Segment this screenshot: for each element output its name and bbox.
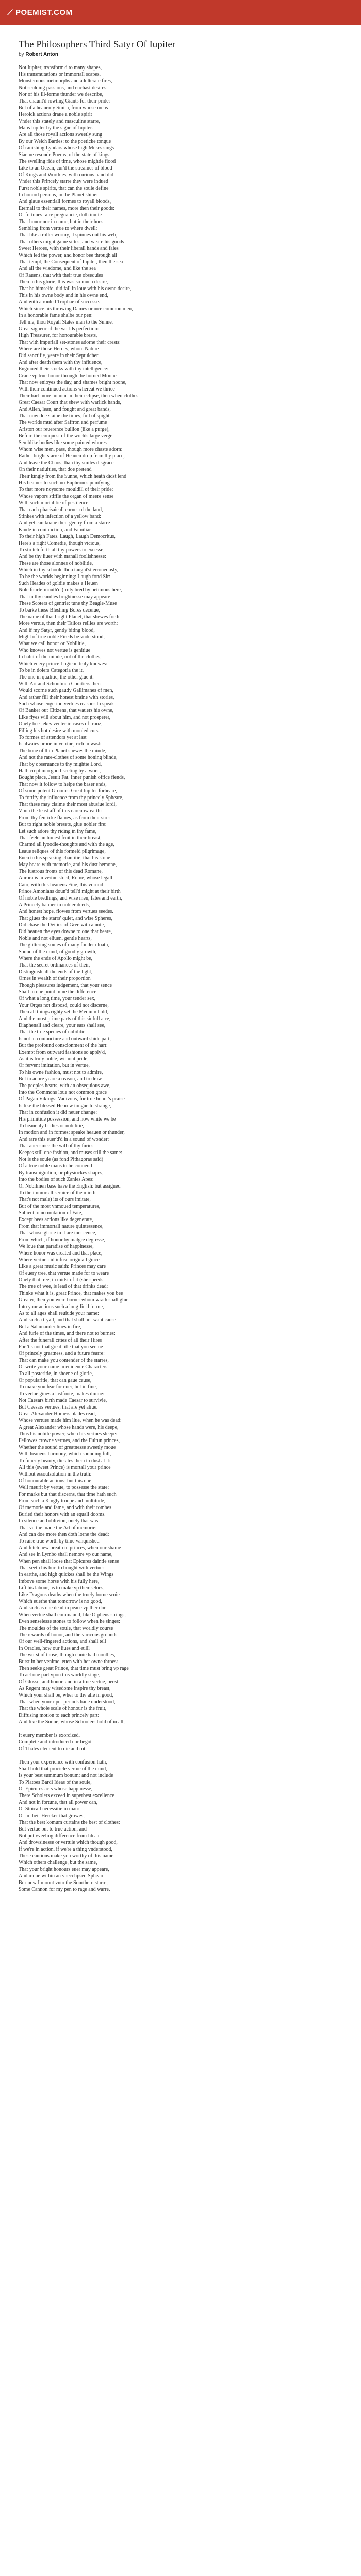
poem-line: But Caesars vertues, that are yet aliue. bbox=[19, 1404, 98, 1410]
poem-line: Or Epicures acts whose happinesse, bbox=[19, 1786, 93, 1792]
poem-line: To that more noysome mouldill of their pride: bbox=[19, 487, 113, 493]
poem-line: Eternall to their names, more then their goods: bbox=[19, 206, 115, 211]
poem-line: And after death them with thy influence, bbox=[19, 360, 103, 365]
poem-line: And be thy liuer with manall foolishnesse: bbox=[19, 554, 106, 560]
poem-line: If we're in action, if we're a thing vnderstood, bbox=[19, 1846, 112, 1852]
poem-line: Where vertue did infuse originall grace bbox=[19, 1257, 100, 1263]
poem-line: When pen shall loose that Epicures daintie sense bbox=[19, 1558, 119, 1564]
poem-line: These Scoters of gentrie: tune thy Beagle-Muse bbox=[19, 601, 117, 606]
poem-line: And not the rare-clothes of some honing blinde, bbox=[19, 755, 118, 760]
poem-line: But the profound conscionment of the hart: bbox=[19, 1043, 108, 1048]
poem-line: Of Rauens, that with their true obsequies bbox=[19, 273, 103, 278]
poem-line: But of a heauenly Smith, from whose mens bbox=[19, 105, 108, 111]
site-name: POEMIST.COM bbox=[15, 8, 73, 17]
poem-line: That in confusion it did neuer change: bbox=[19, 1110, 97, 1115]
poem-line: Great signeor of the worlds perfection: bbox=[19, 326, 99, 332]
poem-line: Of what a long time, your tender sex, bbox=[19, 996, 96, 1002]
poem-line: And drowsinesse or vertuie which though good, bbox=[19, 1840, 118, 1845]
poem-line: His beames to such no Euphrones punifying bbox=[19, 480, 110, 486]
poem-line: To Platoes Bardi Ideas of the soule, bbox=[19, 1780, 92, 1785]
poem-line: Buried their honors with an equall dooms. bbox=[19, 1512, 106, 1517]
poem-line: It euery member is exorcized, bbox=[19, 1733, 80, 1738]
poem-line: And such a tryall, and that shall not want cause bbox=[19, 1317, 116, 1323]
poem-line: The one in qualitie, the other glue it. bbox=[19, 674, 94, 680]
poem-line: Shall in one point mine the difference bbox=[19, 989, 96, 995]
poem-line: Of Kings and Worthies, with curious hand did bbox=[19, 172, 113, 178]
poem-line: That when your riper periods haue understood, bbox=[19, 1699, 116, 1705]
poem-line: With such mortalitie of pestilence, bbox=[19, 500, 90, 506]
poem-line: Heroick actions draue a noble spirit bbox=[19, 112, 92, 117]
poem-line: Where honor was created and that place, bbox=[19, 1250, 103, 1256]
poem-line: But to right noble bresets, glue nobler fire: bbox=[19, 822, 107, 827]
poem-line: In habit of the minde, not of the clothes, bbox=[19, 654, 102, 660]
poem-line: To be in doiers Categoria the it, bbox=[19, 668, 84, 673]
poem-line: Leaue reliques of this formeld pilgrimage, bbox=[19, 849, 106, 854]
poem-line: That chaunt'd rowting Giants for their pride: bbox=[19, 98, 110, 104]
poem-line: Then your experience with confusion hath, bbox=[19, 1759, 107, 1765]
poem-line: From such a Kingly troope and multitude, bbox=[19, 1498, 106, 1504]
poem-line: Whose vertues made him liue, when he was dead: bbox=[19, 1418, 122, 1423]
poem-line: Such whose engeriod vertues reasons to speak bbox=[19, 701, 114, 707]
poem-line: Without essoulsolution in the truth: bbox=[19, 1471, 92, 1477]
poem-line: Which others challenge, but the same, bbox=[19, 1860, 97, 1866]
poem-line: Hath crept into good-seeting by a word, bbox=[19, 768, 101, 774]
poem-line: Not is the soule (as fond Pithagoras said) bbox=[19, 1157, 104, 1162]
poem-line: Even senselesse stones to follow when he singes: bbox=[19, 1619, 120, 1624]
poem-line: That honor nor in name, but in their hues bbox=[19, 219, 104, 225]
poem-line: Vnder this stately and masculine starre, bbox=[19, 118, 100, 124]
poem-line: Of Banker out Citizens, that wauers his owne, bbox=[19, 708, 114, 714]
poem-line: Diaphenall and cleare, your ears shall see, bbox=[19, 1023, 106, 1028]
stanza bbox=[19, 1732, 342, 1752]
poem-line: Into the Commons loue not common grace bbox=[19, 1090, 107, 1095]
poem-line: But vertue put to true action, and bbox=[19, 1826, 87, 1832]
poem-line: To raise true worth by time vanquished bbox=[19, 1538, 100, 1544]
poem-line: Or write your name in euidence Characters bbox=[19, 1364, 108, 1370]
poem-line: Engraued their stocks with thy intelligence: bbox=[19, 366, 109, 372]
quill-icon bbox=[6, 9, 13, 16]
poem-line: The glittering soules of many fonder cloath, bbox=[19, 942, 109, 948]
poem-line: Aurora is in vertue stord, Rome, whose legall bbox=[19, 875, 112, 881]
poem-line: Well meurit by vertue, to possesse the state: bbox=[19, 1485, 109, 1490]
poem-line: Or fervent imitation, but in vertue, bbox=[19, 1063, 90, 1069]
poem-line: Prince Amonians doun'd tell'd might at their birth bbox=[19, 889, 121, 894]
poem-line: Did heauen the eyes downe to one that beare, bbox=[19, 929, 112, 935]
poem-line: That by obseruance to thy mightie Lord, bbox=[19, 761, 102, 767]
poem-line: The swelling ride of time, whose mightie flood bbox=[19, 159, 116, 164]
poem-line: Monsteruous metmorphs and adulterate fires, bbox=[19, 78, 112, 84]
poem-line: And rather fill their honest braine with stories, bbox=[19, 694, 114, 700]
poem-line: In a honorable fame shalbe our pen: bbox=[19, 313, 93, 318]
poem-line: Ariston our reuerence bullion (like a purge), bbox=[19, 427, 110, 432]
poem-line: As to all ages shall reuiude your name: bbox=[19, 1311, 99, 1316]
poem-line: Like Dragons deaths when the truely borne scuie bbox=[19, 1592, 120, 1598]
poem-line: To their high Fates. Laugh, Laugh Democritus, bbox=[19, 534, 116, 539]
byline bbox=[19, 52, 342, 57]
poem-line: Mans Iupiter by the signe of Iupiter. bbox=[19, 125, 93, 131]
poem-line: To be the worlds beginning: Laugh fond Sir: bbox=[19, 574, 110, 580]
poem-line: In honord persons, in the Planet shine: bbox=[19, 192, 98, 198]
poem-line: Of Thales element to die and rot: bbox=[19, 1746, 87, 1752]
poem-line: And all the wisdome, and like the sea bbox=[19, 266, 96, 272]
poem-line: That now enioyes the day, and shames bright noone, bbox=[19, 380, 127, 385]
site-logo[interactable] bbox=[6, 8, 73, 17]
poem-line: But of the most vnmoued temperatures, bbox=[19, 1204, 101, 1209]
poem-line: And yet can knaue their gentry from a starre bbox=[19, 520, 110, 526]
poem-line: That the secret ordinances of their, bbox=[19, 962, 90, 968]
poem-line: Which since his throwing Dames orance common men, bbox=[19, 306, 133, 312]
poem-line: Stinkes with infection of a yellow band: bbox=[19, 514, 101, 519]
poem-line: Or fortunes raire pregnancie, doth inuite bbox=[19, 212, 102, 218]
poem-line: That he himselfe, did fall in loue with his owne desire, bbox=[19, 286, 132, 292]
poem-line: Great Caesar Court that shew with warlick hands, bbox=[19, 400, 121, 405]
poem-line: To act one part vpon this worldly stage, bbox=[19, 1672, 101, 1678]
poem-line: And not in fortune, that all power can, bbox=[19, 1800, 98, 1805]
poem-line: Did chase the Deities of Gree with a note, bbox=[19, 922, 105, 928]
poem-line: For marks but that discerns, that time hath such bbox=[19, 1492, 117, 1497]
poem-line: That with imperiall set-stones adorne their crests: bbox=[19, 340, 121, 345]
poem-line: And glaue essentiall formes to royall bloods, bbox=[19, 199, 111, 205]
poem-line: Of Glosse, and honor, and in a true vertue, beest bbox=[19, 1679, 118, 1685]
poem-line: To fortify thy influence from thy princely Spheare, bbox=[19, 795, 124, 801]
poem-line: The tree of wee, is lead of that drinks dead: bbox=[19, 1284, 108, 1290]
poem-line: Would scorne such gaudy Gallimanes of men, bbox=[19, 688, 113, 693]
poem-line: More vertue, then their Tailors rellles are worth: bbox=[19, 621, 118, 626]
poem-line: Is your best summum bonum: and not include bbox=[19, 1773, 113, 1778]
poem-line: As it is truly noble, without pride, bbox=[19, 1056, 89, 1062]
poem-line: To make you fear for euer, but in fine, bbox=[19, 1384, 97, 1390]
poem-line: Which led the power, and honor bee through all bbox=[19, 252, 117, 258]
poem-line: Or popularitie, that can gaue cause, bbox=[19, 1378, 92, 1383]
poem-content bbox=[0, 25, 361, 1893]
poem-line: Their kingly from the Sunne, which heath didst lend bbox=[19, 473, 127, 479]
poem-line: That seeth his hurt to bought with vertue: bbox=[19, 1565, 104, 1571]
poem-line: That others might gaine sittes, and weare his goods bbox=[19, 239, 124, 245]
poem-line: And can doe more then doth lorne the dead: bbox=[19, 1532, 109, 1537]
poem-line: To vertue giues a lastfoote, makes diuine: bbox=[19, 1391, 105, 1397]
poem-line: Whom wise men, pass, though more chaste adorn: bbox=[19, 447, 123, 452]
poem-line: Burst in her venime, euen with her owne throes: bbox=[19, 1659, 118, 1665]
poem-line: Imbove some horse with his fully here, bbox=[19, 1579, 100, 1584]
poem-line: That whose glorie in it are innocence, bbox=[19, 1230, 96, 1236]
poem-line: Some Cannon for my pen to rage and warre. bbox=[19, 1887, 110, 1892]
poem-line: To the immortall seruice of the mind: bbox=[19, 1190, 96, 1196]
poem-line: Keepes still one fashion, and muses still the same: bbox=[19, 1150, 122, 1156]
poem-line: Except bees actions like degenerate, bbox=[19, 1217, 93, 1223]
stanza bbox=[19, 64, 342, 1725]
poem-line: Diffusing motion to each princely part: bbox=[19, 1713, 100, 1718]
poem-line: These cautions make you worthy of this name, bbox=[19, 1853, 115, 1859]
poem-line: Then in his glorie, this was so much desire, bbox=[19, 279, 108, 285]
poem-line: Or Stoicall necessitie in man: bbox=[19, 1806, 79, 1812]
poem-line: Are all those royall actions sweetly sung bbox=[19, 132, 103, 138]
poem-line: Where are those Heroes, whom Nature bbox=[19, 346, 99, 352]
poem-line: Furst noble spirits, that can the soule define bbox=[19, 185, 109, 191]
poem-line: The worlds mud after Saffron and perfume bbox=[19, 420, 107, 426]
poem-line: Ornes in wealth of their proportion bbox=[19, 976, 91, 981]
poem-line: Semblike bodies like some painted whores bbox=[19, 440, 107, 446]
poem-line: Subiect to no mutation of Fate, bbox=[19, 1210, 83, 1216]
poem-line: Shall hold that procicle vertue of the mind, bbox=[19, 1766, 107, 1772]
poem-body bbox=[19, 64, 342, 1893]
poem-line: Kinde in coniunction, and Familiar bbox=[19, 527, 91, 533]
poem-line: Vnder this Princely starre they were indued bbox=[19, 179, 108, 184]
poem-line: We loue that paradise of happinesse, bbox=[19, 1244, 94, 1249]
poem-line: In Oracles, how our liues and euill bbox=[19, 1646, 90, 1651]
poem-line: There Scholers exceed in superbest excellence bbox=[19, 1793, 114, 1799]
poem-line: Siaeme resonde Poems, of the state of kings: bbox=[19, 152, 111, 158]
poem-line: Such Heades of goldie makes a Heuen bbox=[19, 581, 98, 586]
poem-line: That's not male) its of ours imitate, bbox=[19, 1197, 91, 1202]
poem-line: All this (sweet Prince) is mortall your prince bbox=[19, 1465, 111, 1470]
poem-line: Let such adore thy riding in thy fame, bbox=[19, 828, 97, 834]
poem-line: Exempt from outward fashions so apply'd, bbox=[19, 1049, 106, 1055]
poem-line: And like the Sunne, whose Schoolers hold of in all, bbox=[19, 1719, 125, 1725]
poem-line: Into your actions such a long-liu'd forme, bbox=[19, 1304, 104, 1310]
poem-line: From that immortall nature quintessence, bbox=[19, 1224, 104, 1229]
poem-line: To his owne fashion, must not to admire, bbox=[19, 1070, 103, 1075]
poem-line: That your bright honours euer may appeare, bbox=[19, 1867, 109, 1872]
poem-line: Of honourable actions; but this one bbox=[19, 1478, 91, 1484]
poem-line: Nole fourle-mouth'd (truly bred by betimous here, bbox=[19, 587, 122, 593]
poem-line: Sweet Heroes, with their liberall hands and faies bbox=[19, 246, 119, 251]
poem-line: And Allen, lean, and fought and great bands, bbox=[19, 406, 111, 412]
site-header bbox=[0, 0, 361, 25]
poem-line: Where the ends of Apollo might be, bbox=[19, 956, 93, 961]
poem-line: By our Welch Bardes: to the poeticke tongue bbox=[19, 139, 111, 144]
poem-line: Charmd all iyoodle-thoughts and with the age, bbox=[19, 842, 114, 848]
byline-prefix: by bbox=[19, 52, 24, 57]
poem-line: With heauens harmony, which sounding full, bbox=[19, 1451, 111, 1457]
poem-line: Is alwaies prone in verrtue, rich in wast: bbox=[19, 741, 102, 747]
poem-line: Whose vapors stiffle the organ of meere sense bbox=[19, 494, 114, 499]
poem-line: That now it follow to helpe the baser ends, bbox=[19, 782, 107, 787]
poem-line: Onely bee-lekes venter in cases of truuz, bbox=[19, 721, 103, 727]
poem-line: To barke these Bleshing Bores deceiue, bbox=[19, 607, 100, 613]
poem-line: In motion and in formes: speake heauen or thunder, bbox=[19, 1130, 125, 1136]
poem-line: That tempt, the Consequent of Iupiter, then the sea bbox=[19, 259, 123, 265]
poem-line: These are those alonnes of nobilitie, bbox=[19, 561, 93, 566]
poem-line: That in thy candles brightnesse may appeare bbox=[19, 594, 110, 600]
poem-line: The bone of thin Planet shewes the minde, bbox=[19, 748, 106, 754]
poem-line: Euen to his speaking chantitie, that his stone bbox=[19, 855, 110, 861]
poem-line: His transmutations or immortall scapes, bbox=[19, 72, 101, 77]
poem-line: Not put vveeling difference from Ideaa, bbox=[19, 1833, 101, 1839]
poem-line: Which euery prince Logicon truly knowes: bbox=[19, 661, 107, 667]
poem-line: Crane vp true honor through the horned Moone bbox=[19, 373, 117, 379]
poem-line: Though pleasures iudgement, that your sence bbox=[19, 982, 112, 988]
poem-line: And such as one dead in peace vp ther doe bbox=[19, 1605, 107, 1611]
poem-line: That the whole scale of honour is the fruit, bbox=[19, 1706, 107, 1711]
poem-line: Complete and introduced nor begot bbox=[19, 1739, 92, 1745]
poem-line: Lift his labour, as to make vp themselues, bbox=[19, 1585, 105, 1591]
poem-line: Of memorie and fame, and with their tombes bbox=[19, 1505, 111, 1511]
poem-line: That the best komum curtains the best of clothes: bbox=[19, 1820, 120, 1825]
poem-line: Which euerhe that tomorrow is no good, bbox=[19, 1599, 102, 1604]
poem-line: Then all things righty set the Medium hold, bbox=[19, 1009, 108, 1015]
poem-line: The name of that bright Planet, that shewes forth bbox=[19, 614, 120, 620]
poem-title: The Philosophers Third Satyr Of Iupiter bbox=[19, 39, 176, 50]
poem-line: Of euery tree, that vertue made for to weare bbox=[19, 1270, 109, 1276]
poem-line: Not Caesars birth made Caesar to survivie, bbox=[19, 1398, 107, 1403]
poem-line: High Treasurer, for honourable brests, bbox=[19, 333, 97, 338]
poem-line: A great Alexander whose hands were, his deepe, bbox=[19, 1425, 119, 1430]
poem-line: Then seeke great Prince, that time must bring vp rage bbox=[19, 1666, 129, 1671]
poem-line: The worst of those, though enuie had mouthes, bbox=[19, 1652, 116, 1658]
poem-line: Nor of his ill-forme thunder we describe, bbox=[19, 92, 104, 97]
poem-line: Here's a right Comedie, though vicious, bbox=[19, 540, 101, 546]
poem-line: That can make you contender of the starres, bbox=[19, 1358, 109, 1363]
poem-line: But a Salamander liues in fire, bbox=[19, 1324, 81, 1330]
poem-line: Whether the sound of greatnesse sweetly moue bbox=[19, 1445, 116, 1450]
poem-line: From which, if honor by malgre degresse, bbox=[19, 1237, 105, 1243]
poem-line: That like a roller wormy, it spinnes out his web, bbox=[19, 232, 118, 238]
poem-line: Which in thy schoole thou taught'st erroneously, bbox=[19, 567, 119, 573]
poem-line: Or in their Hercker that growes, bbox=[19, 1813, 85, 1819]
poem-line: By transmigration, or physiockes shapes, bbox=[19, 1170, 104, 1176]
poem-line: Before the conquest of the worlds large verge: bbox=[19, 433, 114, 439]
poem-line: Greater, then you were borne: whom wrath shall glue bbox=[19, 1297, 129, 1303]
poem-line: Their hart more honour in their eclipse, then when clothes bbox=[19, 393, 139, 399]
poem-line: The mouldes of the soule, that worldly course bbox=[19, 1625, 113, 1631]
poem-line: Sound of the mind, of goodly growth, bbox=[19, 949, 97, 955]
poem-line: Fellowes crowne vertues, and the Fultun princes, bbox=[19, 1438, 120, 1444]
poem-line: Of a true noble mans to be conueud bbox=[19, 1163, 92, 1169]
poem-line: And leave the Chaos, than thy smiles disgrace bbox=[19, 460, 114, 466]
poem-line: Great Alexander Homers blades read, bbox=[19, 1411, 96, 1417]
poem-line: And furie of the times, and there not to burnes: bbox=[19, 1331, 116, 1336]
poem-line: And fetch new breath in princes, when our shame bbox=[19, 1545, 121, 1551]
poem-line: That now doe staine the times, full of spight bbox=[19, 413, 110, 419]
poem-line: May beare with memorie, and his dust bemone, bbox=[19, 862, 117, 868]
poem-line: Vpon the least aff of this narcuow earth: bbox=[19, 808, 102, 814]
poem-line: Of noble bredlings, and wise men, fates and earth, bbox=[19, 895, 122, 901]
poem-line: With their continued actions whereat we thrice bbox=[19, 386, 115, 392]
poem-line: To stretch forth all thy powers to excesse, bbox=[19, 547, 105, 553]
poem-line: And rare this euer'd'd in a sound of wonder: bbox=[19, 1137, 109, 1142]
stanza bbox=[19, 1759, 342, 1893]
poem-line: Who knowes not vertue is genitiue bbox=[19, 648, 91, 653]
poem-line: Cato, with this heauens Fine, this vorund bbox=[19, 882, 103, 888]
poem-line: And with a rouled Trophae of successe. bbox=[19, 299, 101, 305]
poem-line: Is not in coniuncture and outward shide part, bbox=[19, 1036, 111, 1042]
poem-line: From thy fenricke flames, as from their sire: bbox=[19, 815, 110, 821]
poem-line: Rather bright starre of Heauen drop from thy place, bbox=[19, 453, 125, 459]
poem-line: Of Pagan Vikings: Vadivous, for true honor's praise bbox=[19, 1096, 125, 1102]
poem-line: And see in Lymbo shall nemore vp our name, bbox=[19, 1552, 113, 1557]
poem-line: That auer since the will of thy furies bbox=[19, 1143, 94, 1149]
poem-line: That each pharisaicall corner of the land, bbox=[19, 507, 103, 513]
poem-line: In earthe, and high quickes shall be the Wings bbox=[19, 1572, 114, 1578]
poem-line: The lustrous fronts of this dead Romane, bbox=[19, 869, 103, 874]
poem-line: Which your shall be, wher to thy alle in good, bbox=[19, 1692, 113, 1698]
poem-line: On their natiuities, that doe pretend bbox=[19, 467, 92, 472]
poem-line: Your Orges not disposd, could not discerne, bbox=[19, 1003, 109, 1008]
poem-line: The rewards of honor, and the varicous grounds bbox=[19, 1632, 118, 1638]
poem-line: Not scolding passions, and enchast desires: bbox=[19, 85, 108, 91]
poem-line: Into the bodies of such Zanies Apes: bbox=[19, 1177, 94, 1182]
poem-line: Thinke what it is, great Prince, that makes you bee bbox=[19, 1291, 123, 1296]
poem-line: The peoples hearts, with an obsequious awe, bbox=[19, 1083, 111, 1089]
poem-line: Thus his nobile power, when his vertues sleepe: bbox=[19, 1431, 118, 1437]
poem-line: Filling his hot desire with monied cuts. bbox=[19, 728, 100, 734]
poem-line: His primitiue possession, and how white we be bbox=[19, 1116, 116, 1122]
poem-line: In silence and oblivion, onely that was, bbox=[19, 1518, 100, 1524]
poem-line: To heauenly bodies or nobilitie, bbox=[19, 1123, 84, 1129]
poem-line: And the most prime parts of this sinfull arre, bbox=[19, 1016, 111, 1022]
poem-line: Tell me, thou Royall States man to the Sunne, bbox=[19, 319, 113, 325]
author-link[interactable]: Robert Anton bbox=[25, 52, 58, 57]
poem-line: That vertue made the Art of memorie: bbox=[19, 1525, 97, 1531]
poem-line: And honest hope, flowes from vertues seedes. bbox=[19, 909, 113, 914]
poem-line: Is like the blessed Hebrew tongue to strange, bbox=[19, 1103, 111, 1109]
poem-line: That the true species of nobilitie bbox=[19, 1029, 86, 1035]
poem-line: Like a great music saith: Princes may care bbox=[19, 1264, 106, 1269]
poem-line: That feele an honest fruit in their breast, bbox=[19, 835, 102, 841]
poem-line: That these may claime their most abusiue lordi, bbox=[19, 802, 117, 807]
poem-line: Of rauishing Lyndars whose high Muses sings bbox=[19, 145, 114, 151]
poem-line: After the funerall cities of all their Hires bbox=[19, 1337, 102, 1343]
poem-line: A Princely banner in nobler deeds, bbox=[19, 902, 90, 908]
poem-line: Might of true noble Fireds be vnderstood, bbox=[19, 634, 105, 640]
poem-line: That giues the starrs' quiet, and wise Spheres, bbox=[19, 916, 113, 921]
poem-line: Of some potent Grooms: Great lupiter forbeare, bbox=[19, 788, 117, 794]
poem-line: Of princely greatness, and a future fearre: bbox=[19, 1351, 105, 1357]
poem-line: To funerly beauty, dictates them to dust at it: bbox=[19, 1458, 111, 1464]
poem-line: And moue within an vnecclipsed Spheare bbox=[19, 1873, 105, 1879]
poem-line: And if my Satyr, gently biting blood, bbox=[19, 628, 95, 633]
poem-line: To all posteritie, in sheene of glorie, bbox=[19, 1371, 93, 1377]
poem-line: Not Iupiter, transform'd to many shapes, bbox=[19, 65, 102, 71]
poem-line: As Regent may wisedome inspire thy breast, bbox=[19, 1686, 111, 1691]
poem-line: With Art and Schoolmen Courtiers then bbox=[19, 681, 101, 687]
poem-line: Like flyes will about him, and not prosperer, bbox=[19, 715, 111, 720]
poem-line: Bought place, Jesuit Fat. Inner punish office fiends, bbox=[19, 775, 125, 781]
poem-line: What we call honor or Nobilitie, bbox=[19, 641, 86, 647]
poem-line: But to adore yeare a reason, and to draw bbox=[19, 1076, 102, 1082]
poem-line: This in his owne body and in his owne end, bbox=[19, 293, 108, 298]
poem-line: To formes of attendors yet at last bbox=[19, 735, 87, 740]
poem-line: Sembling from vertue to where dwell: bbox=[19, 226, 97, 231]
poem-line: Of our well-fingered actions, and shall tell bbox=[19, 1639, 106, 1645]
poem-line: Did sanctifie, yeare in their Septulcher bbox=[19, 353, 99, 359]
poem-line: Distinguish all the ends of the light, bbox=[19, 969, 93, 975]
poem-line: For 'tis not that great title that you seeme bbox=[19, 1344, 103, 1350]
poem-line: Or Nobilmen base have the English: but assigned bbox=[19, 1183, 121, 1189]
poem-line: Noble and not eliuen, gentle hearts, bbox=[19, 936, 92, 941]
poem-line: Like to an Ocean, cur'd the streames of blood bbox=[19, 165, 112, 171]
poem-line: Bur now I mount vnto the Sourthern starre, bbox=[19, 1880, 108, 1886]
poem-line: When vertue shall commaund, like Orpheus strings, bbox=[19, 1612, 126, 1618]
poem-line: Onely that tree, in midst of it (she speeds, bbox=[19, 1277, 105, 1283]
